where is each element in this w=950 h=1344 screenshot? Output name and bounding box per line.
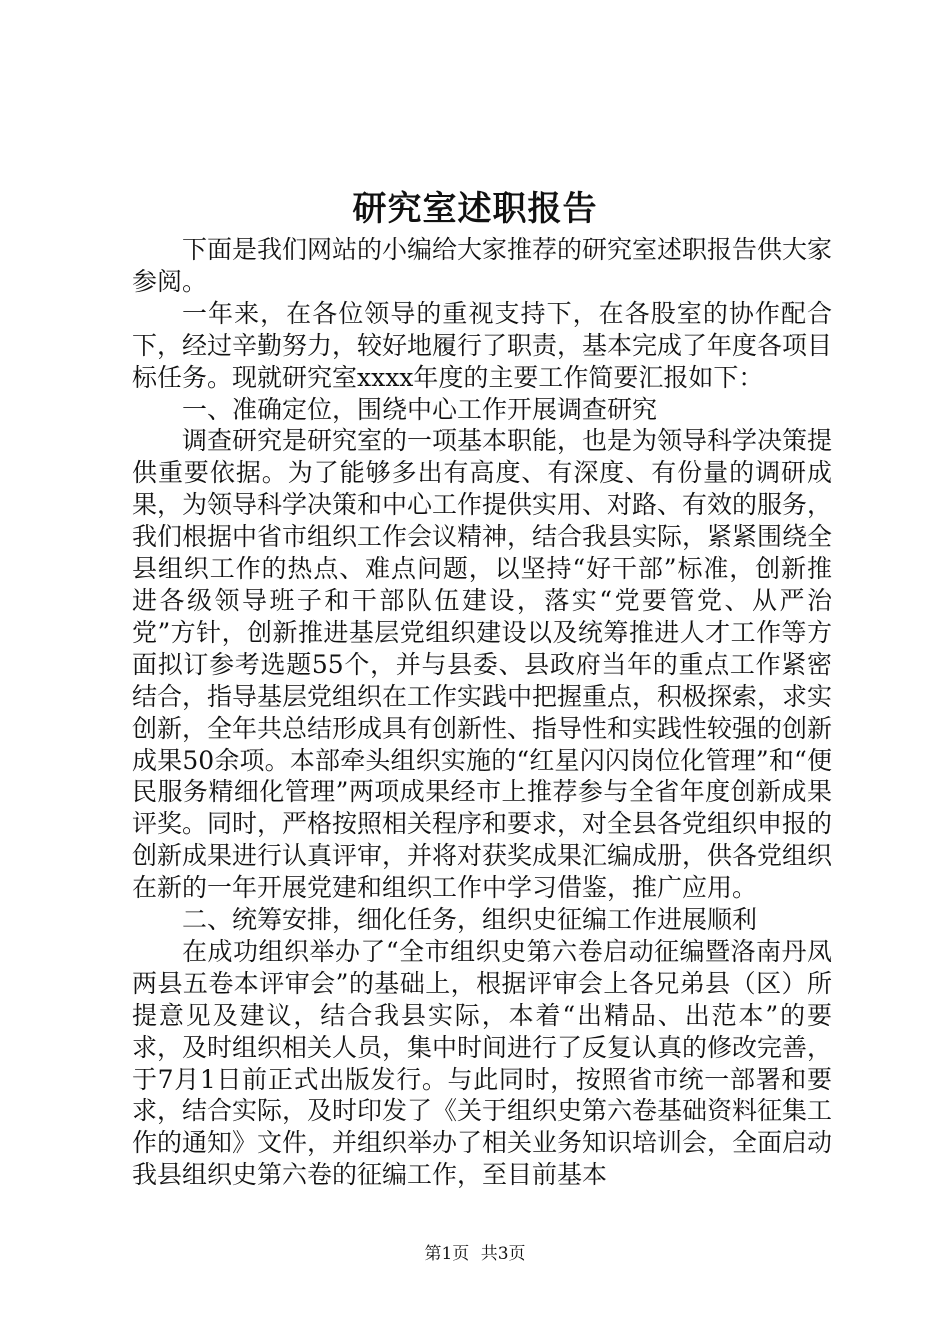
document-body bbox=[132, 234, 832, 1191]
page-total: 共3页 bbox=[480, 1244, 526, 1264]
section-heading-2: 二、统筹安排，细化任务，组织史征编工作进展顺利 bbox=[182, 905, 758, 935]
paragraph-intro: 下面是我们网站的小编给大家推荐的研究室述职报告供大家参阅。 bbox=[132, 235, 833, 296]
page-footer bbox=[0, 1242, 950, 1266]
section-heading-1: 一、准确定位，围绕中心工作开展调查研究 bbox=[182, 394, 658, 424]
paragraph-summary: 一年来，在各位领导的重视支持下，在各股室的协作配合下，经过辛勤努力，较好地履行了职责，基本完成了年度各项目标任务。现就研究室xxxx年度的主要工作简要汇报如下： bbox=[132, 298, 833, 392]
document-title: 研究室述职报告 bbox=[352, 189, 598, 229]
paragraph-history: 在成功组织举办了“全市组织史第六卷启动征编暨洛南丹凤两县五卷本评审会”的基础上，根据评审会上各兄弟县（区）所提意见及建议，结合我县实际，本着“出精品、出范本”的要求，及时组织相关人员，集中时间进行了反复认真的修改完善，于7月1日前正式出版发行。与此同时，按照省市统一部署和要求，结合实际，及时印发了《关于组织史第六卷基础资料征集工作的通知》文件，并组织举办了相关业务知识培训会，全面启动我县组织史第六卷的征编工作，至目前基本 bbox=[132, 936, 833, 1190]
page-number: 第1页 bbox=[424, 1244, 470, 1264]
paragraph-research: 调查研究是研究室的一项基本职能，也是为领导科学决策提供重要依据。为了能够多出有高度、有深度、有份量的调研成果，为领导科学决策和中心工作提供实用、对路、有效的服务，我们根据中省市组织工作会议精神，结合我县实际，紧紧围绕全县组织工作的热点、难点问题，以坚持“好干部”标准，创新推进各级领导班子和干部队伍建设，落实“党要管党、从严治党”方针，创新推进基层党组织建设以及统筹推进人才工作等方面拟订参考选题55个，并与县委、县政府当年的重点工作紧密结合，指导基层党组织在工作实践中把握重点，积极探索，求实创新，全年共总结形成具有创新性、指导性和实践性较强的创新成果50余项。本部牵头组织实施的“红星闪闪岗位化管理”和“便民服务精细化管理”两项成果经市上推荐参与全省年度创新成果评奖。同时，严格按照相关程序和要求，对全县各党组织申报的创新成果进行认真评审，并将对获奖成果汇编成册，供各党组织在新的一年开展党建和组织工作中学习借鉴，推广应用。 bbox=[132, 426, 833, 903]
